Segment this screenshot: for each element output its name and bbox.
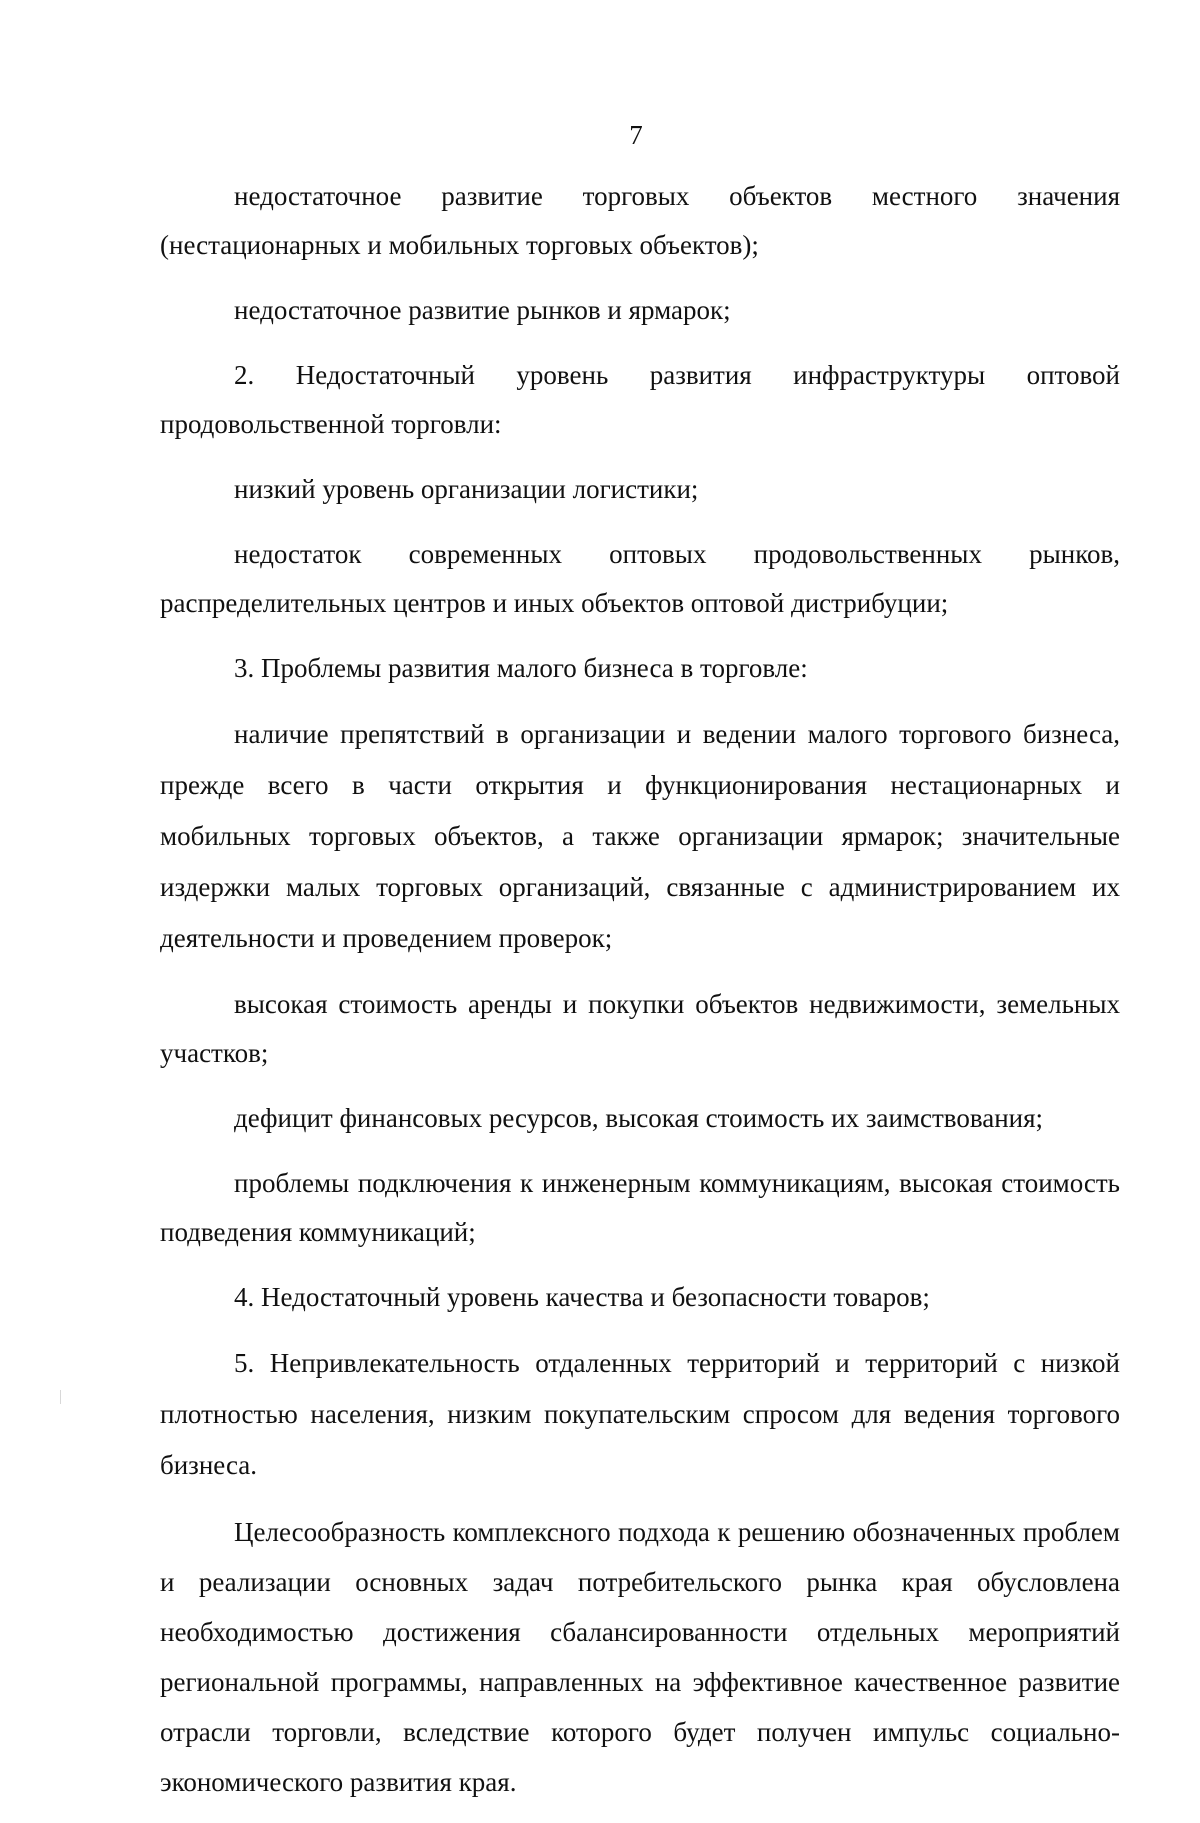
- paragraph-7: наличие препятствий в организации и ведении малого торгового бизнеса, прежде всего в части открытия и функционирования нестационарных и мобильных торговых объектов, а также организации ярмарок; значительные издержки малых торговых организаций, связанные с администрированием их деятельности и проведением проверок;: [160, 719, 1120, 953]
- paragraph-8: высокая стоимость аренды и покупки объектов недвижимости, земельных участков;: [160, 989, 1120, 1068]
- paragraph-1: недостаточное развитие торговых объектов местного значения (нестационарных и мобильных торговых объектов);: [160, 181, 1120, 260]
- paragraph-5: недостаток современных оптовых продовольственных рынков, распределительных центров и иных объектов оптовой дистрибуции;: [160, 539, 1120, 618]
- paragraph-11: 4. Недостаточный уровень качества и безопасности товаров;: [234, 1282, 930, 1312]
- scan-mark: [60, 1390, 61, 1404]
- paragraph-2: недостаточное развитие рынков и ярмарок;: [234, 295, 731, 325]
- paragraph-3: 2. Недостаточный уровень развития инфраструктуры оптовой продовольственной торговли:: [160, 360, 1120, 439]
- paragraph-4: низкий уровень организации логистики;: [234, 474, 699, 504]
- document-body: [160, 172, 1120, 1823]
- paragraph-13: Целесообразность комплексного подхода к решению обозначенных проблем и реализации основных задач потребительского рынка края обусловлена необходимостью достижения сбалансированности отдельных мероприятий региональной программы, направленных на эффективное качественное развитие отрасли торговли, вследствие которого будет получен импульс социально-экономического развития края.: [160, 1517, 1120, 1797]
- paragraph-12: 5. Непривлекательность отдаленных территорий и территорий с низкой плотностью населения, низким покупательским спросом для ведения торгового бизнеса.: [160, 1348, 1120, 1480]
- paragraph-10: проблемы подключения к инженерным коммуникациям, высокая стоимость подведения коммуникаций;: [160, 1168, 1120, 1247]
- paragraph-9: дефицит финансовых ресурсов, высокая стоимость их заимствования;: [234, 1103, 1044, 1133]
- page-number: 7: [629, 120, 643, 150]
- paragraph-6: 3. Проблемы развития малого бизнеса в торговле:: [234, 653, 808, 683]
